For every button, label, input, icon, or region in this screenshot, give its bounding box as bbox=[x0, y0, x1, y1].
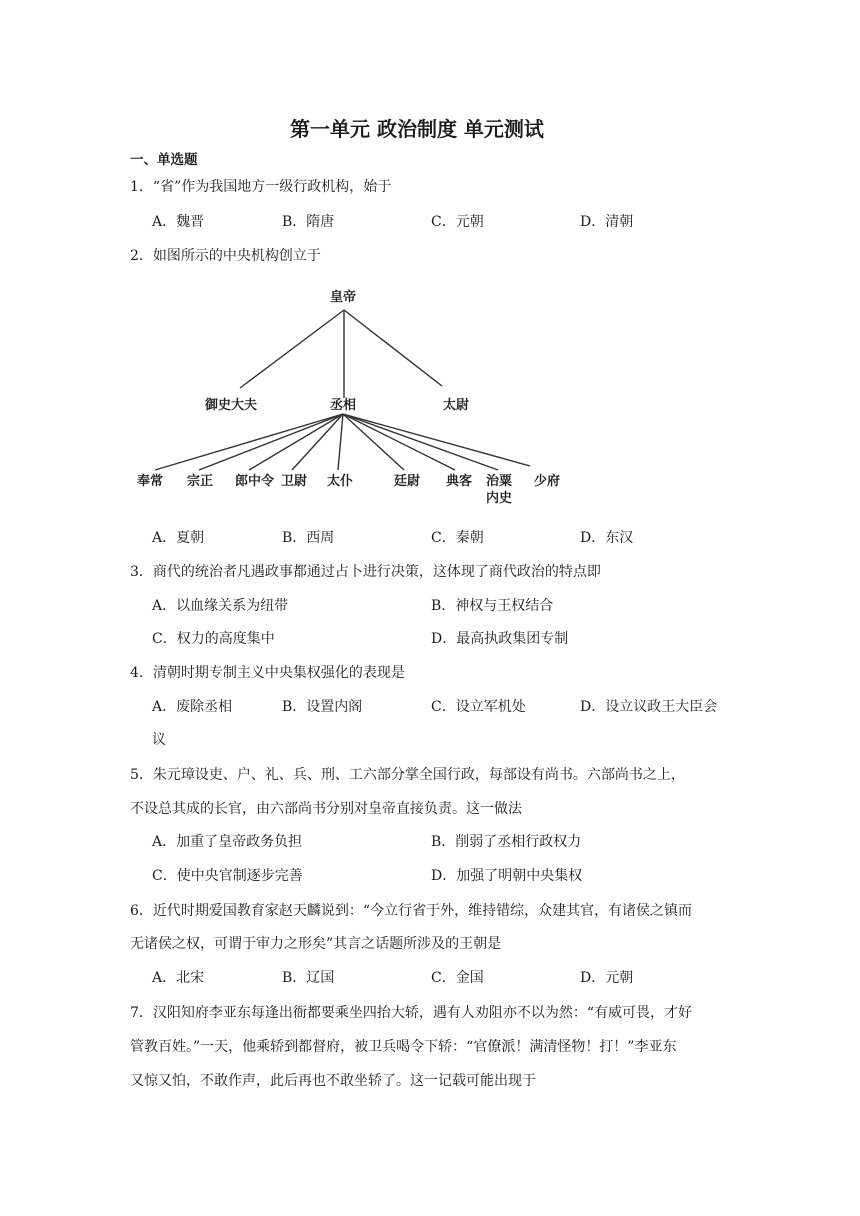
node-weiwei: 卫尉 bbox=[281, 474, 308, 489]
node-dianke: 典客 bbox=[446, 474, 473, 489]
node-langzhongling: 郎中令 bbox=[235, 474, 275, 489]
node-chancellor: 丞相 bbox=[330, 398, 357, 413]
node-neishi: 内史 bbox=[486, 491, 513, 506]
q2-option-c[interactable]: C．秦朝 bbox=[431, 530, 484, 546]
edge-chancellor-dianke bbox=[343, 414, 455, 470]
edge-chancellor-weiwei bbox=[292, 414, 343, 470]
q5-option-c[interactable]: C．使中央官制逐步完善 bbox=[152, 868, 303, 884]
q6-option-d[interactable]: D．元朝 bbox=[580, 970, 634, 986]
question-1-stem: 1．“省”作为我国地方一级行政机构，始于 bbox=[130, 179, 392, 195]
q2-option-a[interactable]: A．夏朝 bbox=[152, 530, 205, 546]
q4-option-c[interactable]: C．设立军机处 bbox=[431, 699, 526, 715]
node-zhisu: 治粟 bbox=[486, 474, 513, 489]
q4-option-d[interactable]: D．设立议政王大臣会 bbox=[580, 699, 718, 715]
edge-chancellor-fengchang bbox=[155, 414, 343, 470]
question-4-stem: 4．清朝时期专制主义中央集权强化的表现是 bbox=[130, 665, 405, 681]
q1-option-a[interactable]: A．魏晋 bbox=[152, 214, 205, 230]
node-shaofu: 少府 bbox=[534, 474, 561, 489]
question-7-stem-line2: 管教百姓。”一天，他乘轿到都督府，被卫兵喝令下轿：“官僚派！满清怪物！打！”李亚东 bbox=[130, 1039, 677, 1055]
page-title: 第一单元 政治制度 单元测试 bbox=[290, 117, 544, 141]
q3-option-a[interactable]: A．以血缘关系为纽带 bbox=[152, 598, 289, 614]
q5-option-a[interactable]: A．加重了皇帝政务负担 bbox=[152, 834, 303, 850]
q2-option-d[interactable]: D．东汉 bbox=[580, 530, 634, 546]
q6-option-a[interactable]: A．北宋 bbox=[152, 970, 205, 986]
node-zongzheng: 宗正 bbox=[187, 474, 214, 489]
node-commandant: 太尉 bbox=[443, 398, 470, 413]
q3-option-c[interactable]: C．权力的高度集中 bbox=[152, 631, 275, 647]
edge-chancellor-langzhongling bbox=[249, 414, 343, 470]
node-censor: 御史大夫 bbox=[205, 398, 258, 413]
q5-option-b[interactable]: B．削弱了丞相行政权力 bbox=[431, 834, 582, 850]
question-5-stem-line1: 5．朱元璋设吏、户、礼、兵、刑、工六部分掌全国行政，每部设有尚书。六部尚书之上， bbox=[130, 767, 685, 783]
question-7-stem-line3: 又惊又怕，不敢作声，此后再也不敢坐轿了。这一记载可能出现于 bbox=[130, 1073, 536, 1089]
question-2-stem: 2．如图所示的中央机构创立于 bbox=[130, 248, 321, 264]
question-7-stem-line1: 7．汉阳知府李亚东每逢出衙都要乘坐四抬大轿，遇有人劝阻亦不以为然：“有威可畏，才好 bbox=[130, 1005, 693, 1021]
q6-option-c[interactable]: C．金国 bbox=[431, 970, 484, 986]
edge-chancellor-zongzheng bbox=[199, 414, 343, 470]
question-5-stem-line2: 不设总其成的长官，由六部尚书分别对皇帝直接负责。这一做法 bbox=[130, 801, 522, 817]
section-heading: 一、单选题 bbox=[130, 152, 198, 168]
q1-option-b[interactable]: B．隋唐 bbox=[282, 214, 335, 230]
edge-chancellor-taipu bbox=[338, 414, 343, 470]
q2-option-b[interactable]: B．西周 bbox=[282, 530, 335, 546]
node-taipu: 太仆 bbox=[327, 474, 354, 489]
node-emperor: 皇帝 bbox=[330, 290, 357, 305]
node-tingwei: 廷尉 bbox=[394, 474, 421, 489]
question-6-stem-line1: 6．近代时期爱国教育家赵天麟说到：“今立行省于外，维持错综，众建其官，有诸侯之镇而 bbox=[130, 903, 693, 919]
q4-option-d-wrap: 议 bbox=[152, 732, 166, 748]
q4-option-b[interactable]: B．设置内阁 bbox=[282, 699, 363, 715]
q1-option-d[interactable]: D．清朝 bbox=[580, 214, 634, 230]
q3-option-b[interactable]: B．神权与王权结合 bbox=[431, 598, 554, 614]
q1-option-c[interactable]: C．元朝 bbox=[431, 214, 484, 230]
question-3-stem: 3．商代的统治者凡遇政事都通过占卜进行决策，这体现了商代政治的特点即 bbox=[130, 564, 601, 580]
question-6-stem-line2: 无诸侯之权，可谓于审力之形矣”其言之话题所涉及的王朝是 bbox=[130, 936, 502, 952]
edge-chancellor-zhisu bbox=[343, 414, 498, 470]
q6-option-b[interactable]: B．辽国 bbox=[282, 970, 335, 986]
q5-option-d[interactable]: D．加强了明朝中央集权 bbox=[431, 868, 583, 884]
node-fengchang: 奉常 bbox=[137, 474, 164, 489]
q3-option-d[interactable]: D．最高执政集团专制 bbox=[431, 631, 569, 647]
edge-emperor-censor bbox=[240, 310, 344, 388]
q4-option-a[interactable]: A．废除丞相 bbox=[152, 699, 233, 715]
edge-emperor-commandant bbox=[344, 310, 442, 386]
